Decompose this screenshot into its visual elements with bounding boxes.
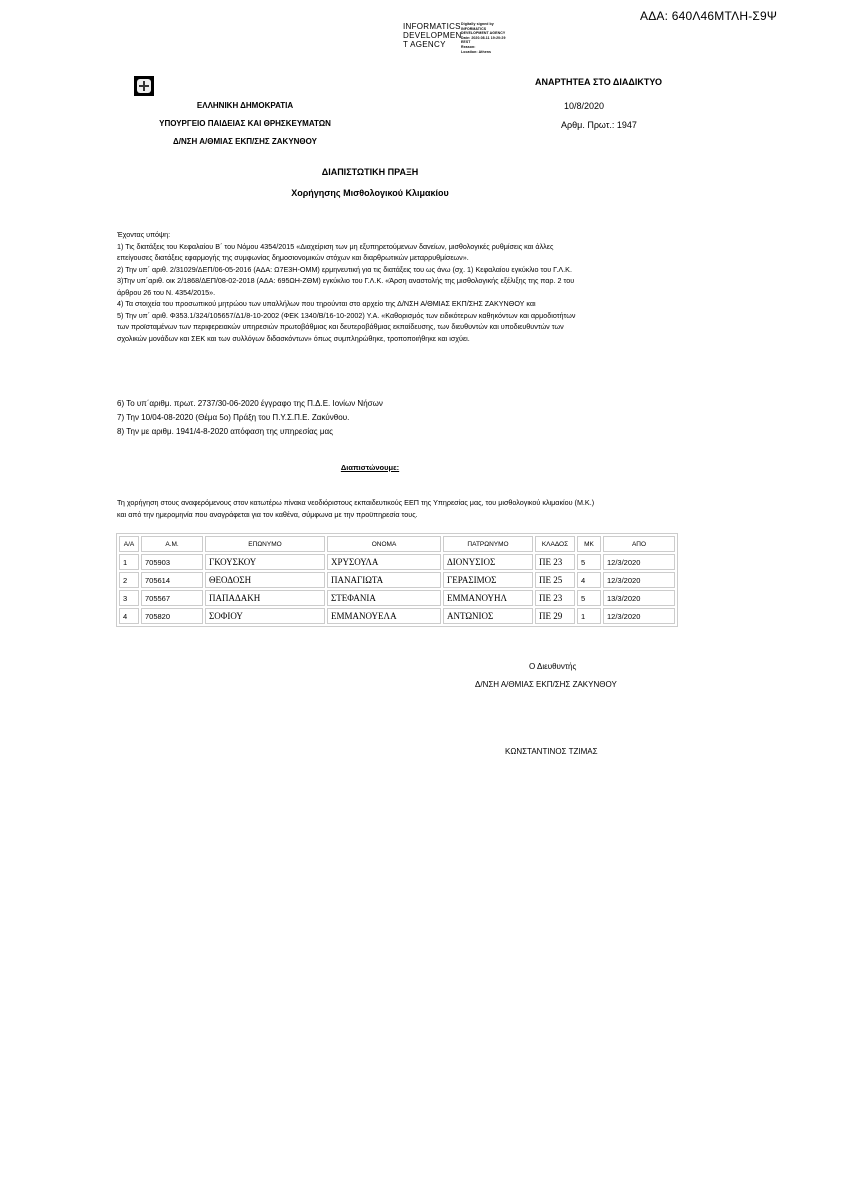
col-header: ΠΑΤΡΩΝΥΜΟ (443, 536, 533, 552)
directorate-label: Δ/ΝΣΗ Α/ΘΜΙΑΣ ΕΚΠ/ΣΗΣ ΖΑΚΥΝΘΟΥ (173, 137, 317, 146)
cell-name: ΧΡΥΣΟΥΛΑ (327, 554, 441, 570)
ada-code: ΑΔΑ: 640Λ46ΜΤΛΗ-Σ9Ψ (640, 9, 778, 23)
consideration-item: 5) Την υπ΄ αριθ. Φ353.1/324/105657/Δ1/8-10-2002 (ΦΕΚ 1340/Β/16-10-2002) Υ.Α. «Καθορισμός των ειδικότερων καθηκόντων και αρμοδιοτήτων των προϊσταμένων των περιφερειακών υπηρεσιών πρωτοβάθμιας και δευτεροβάθμιας εκπαίδευσης, των διευθυντών και υποδιευθυντών των σχολικών μονάδων και ΣΕΚ και των συλλόγων διδασκόντων» όπως συμπληρώθηκε, τροποποιήθηκε και ισχύει. (117, 310, 576, 343)
consideration-item: 6) Το υπ΄αριθμ. πρωτ. 2737/30-06-2020 έγγραφο της Π.Δ.Ε. Ιονίων Νήσων (117, 399, 383, 408)
cell-branch: ΠΕ 23 (535, 554, 575, 570)
republic-label: ΕΛΛΗΝΙΚΗ ΔΗΜΟΚΡΑΤΙΑ (196, 101, 294, 110)
cell-from-date: 12/3/2020 (603, 554, 675, 570)
signature-line: INFORMATICS (461, 26, 487, 31)
decision-text: Τη χορήγηση στους αναφερόμενους στον κατωτέρω πίνακα νεοδιόριστους εκπαιδευτικούς ΕΕΠ της Υπηρεσίας μας, του μισθολογικού κλιμακίου (Μ.Κ.) και από την ημερομηνία που αναγράφεται για τον καθένα, σύμφωνα με την προϋπηρεσία τους. (117, 498, 595, 519)
cell-aa: 3 (119, 590, 139, 606)
table-row (119, 572, 675, 588)
document-date: 10/8/2020 (564, 101, 605, 111)
consideration-item: 2) Την υπ΄ αριθ. 2/31029/ΔΕΠ/06-05-2016 (ΑΔΑ: Ω7Ε3Η-ΟΜΜ) ερμηνευτική για τις διατάξεις του ως άνω (σχ. 1) Κεφαλαίου εγκύκλιο του Γ.Λ.Κ. (117, 264, 572, 274)
greek-emblem-icon (134, 76, 154, 96)
publish-note: ΑΝΑΡΤΗΤΕΑ ΣΤΟ ΔΙΑΔΙΚΤΥΟ (535, 77, 662, 87)
document-title: ΔΙΑΠΙΣΤΩΤΙΚΗ ΠΡΑΞΗ (321, 167, 419, 177)
consideration-item: 4) Τα στοιχεία του προσωπικού μητρώου των υπαλλήλων που τηρούνται στο αρχείο της Δ/ΝΣΗ Α/ΘΜΙΑΣ ΕΚΠ/ΣΗΣ ΖΑΚΥΝΘΟΥ και (117, 299, 536, 308)
table-header-row (119, 536, 675, 552)
col-header: ΟΝΟΜΑ (327, 536, 441, 552)
agency-line: DEVELOPMEN (403, 31, 462, 40)
cell-branch: ΠΕ 29 (535, 608, 575, 624)
col-header: Α/Α (119, 536, 139, 552)
cell-name: ΠΑΝΑΓΙΩΤΑ (327, 572, 441, 588)
signature-line: Reason: (461, 44, 476, 49)
digital-signature (461, 22, 506, 54)
cell-from-date: 12/3/2020 (603, 608, 675, 624)
agency-line: T AGENCY (403, 40, 446, 49)
cell-mk: 5 (577, 554, 601, 570)
cell-aa: 4 (119, 608, 139, 624)
cell-branch: ΠΕ 25 (535, 572, 575, 588)
director-unit: Δ/ΝΣΗ Α/ΘΜΙΑΣ ΕΚΠ/ΣΗΣ ΖΑΚΥΝΘΟΥ (475, 680, 617, 689)
consideration-item: 1) Τις διατάξεις του Κεφαλαίου Β΄ του Νόμου 4354/2015 «Διαχείριση των μη εξυπηρετούμενων δανείων, μισθολογικές ρυθμίσεις και άλλες επείγουσες διατάξεις εφαρμογής της συμφωνίας δημοσιονομικών στόχων και διαρθρωτικών μεταρρυθμίσεων». (117, 241, 554, 262)
cell-from-date: 13/3/2020 (603, 590, 675, 606)
cell-am: 705567 (141, 590, 203, 606)
cell-surname: ΣΟΦΙΟΥ (205, 608, 325, 624)
ministry-label: ΥΠΟΥΡΓΕΙΟ ΠΑΙΔΕΙΑΣ ΚΑΙ ΘΡΗΣΚΕΥΜΑΤΩΝ (159, 119, 331, 128)
col-header: ΜΚ (577, 536, 601, 552)
cell-am: 705903 (141, 554, 203, 570)
cell-from-date: 12/3/2020 (603, 572, 675, 588)
considerations-intro: Έχοντας υπόψη: (117, 230, 171, 239)
considerations (117, 229, 587, 344)
cell-branch: ΠΕ 23 (535, 590, 575, 606)
cell-patronymic: ΕΜΜΑΝΟΥΗΛ (443, 590, 533, 606)
director-name: ΚΩΝΣΤΑΝΤΙΝΟΣ ΤΖΙΜΑΣ (505, 747, 598, 756)
table-row (119, 608, 675, 624)
decision-heading: Διαπιστώνουμε: (340, 463, 400, 472)
table-row (119, 590, 675, 606)
cell-am: 705614 (141, 572, 203, 588)
signature-line: EEST (461, 40, 471, 45)
cell-mk: 5 (577, 590, 601, 606)
staff-table (116, 533, 678, 627)
signature-line: DEVELOPMENT AGENCY (461, 31, 506, 36)
col-header: ΑΠΟ (603, 536, 675, 552)
col-header: Α.Μ. (141, 536, 203, 552)
cell-mk: 1 (577, 608, 601, 624)
consideration-item: 7) Την 10/04-08-2020 (Θέμα 5ο) Πράξη του Π.Υ.Σ.Π.Ε. Ζακύνθου. (117, 413, 350, 422)
agency-name (403, 22, 462, 49)
cell-patronymic: ΔΙΟΝΥΣΙΟΣ (443, 554, 533, 570)
agency-line: INFORMATICS (403, 22, 461, 31)
cell-name: ΣΤΕΦΑΝΙΑ (327, 590, 441, 606)
signature-line: Location: Athens (461, 49, 492, 54)
consideration-item: 3)Την υπ΄αριθ. οικ 2/1868/ΔΕΠ/08-02-2018 (ΑΔΑ: 695ΩΗ-ΖΘΜ) εγκύκλιο του Γ.Λ.Κ. «Άρση αναστολής της μισθολογικής εξέλιξης της παρ. 2 του άρθρου 26 του Ν. 4354/2015». (117, 276, 575, 297)
document-subtitle: Χορήγησης Μισθολογικού Κλιμακίου (291, 188, 449, 198)
cell-surname: ΘΕΟΔΟΣΗ (205, 572, 325, 588)
signature-line: Digitally signed by (461, 22, 494, 26)
cell-mk: 4 (577, 572, 601, 588)
cell-surname: ΠΑΠΑΔΑΚΗ (205, 590, 325, 606)
protocol-number: Αρθμ. Πρωτ.: 1947 (561, 120, 637, 130)
col-header: ΚΛΑΔΟΣ (535, 536, 575, 552)
cell-am: 705820 (141, 608, 203, 624)
cell-aa: 1 (119, 554, 139, 570)
cell-patronymic: ΑΝΤΩΝΙΟΣ (443, 608, 533, 624)
consideration-item: 8) Την με αριθμ. 1941/4-8-2020 απόφαση της υπηρεσίας μας (117, 427, 333, 436)
col-header: ΕΠΩΝΥΜΟ (205, 536, 325, 552)
cell-surname: ΓΚΟΥΣΚΟΥ (205, 554, 325, 570)
director-title: Ο Διευθυντής (529, 662, 577, 671)
cell-patronymic: ΓΕΡΑΣΙΜΟΣ (443, 572, 533, 588)
cell-name: ΕΜΜΑΝΟΥΕΛΑ (327, 608, 441, 624)
table-row (119, 554, 675, 570)
signature-line: Date: 2020.08.11 19:20:29 (461, 35, 506, 40)
cell-aa: 2 (119, 572, 139, 588)
